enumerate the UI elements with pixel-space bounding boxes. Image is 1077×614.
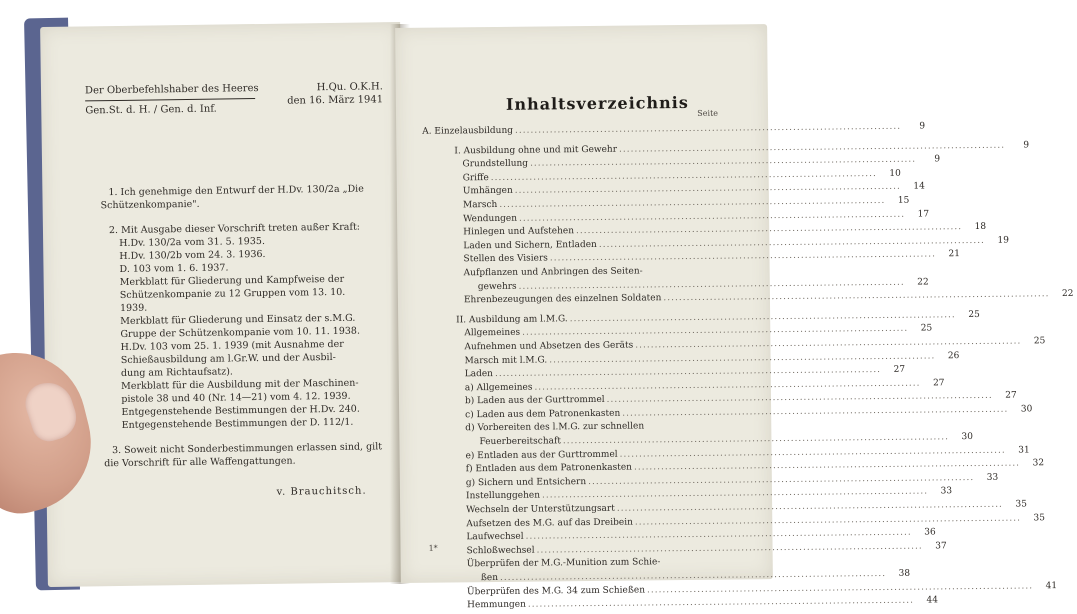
- body-line: H.Dv. 130/2a vom 31. 5. 1935.: [119, 235, 266, 249]
- body-line: Merkblatt für die Ausbildung mit der Maschinen-: [121, 377, 359, 392]
- toc-entry-page: 33: [940, 486, 953, 497]
- toc-entry-page: 31: [1018, 445, 1030, 456]
- header-subtitle: Gen.St. d. H. / Gen. d. Inf.: [85, 103, 217, 117]
- toc-leader-dots: [528, 595, 914, 613]
- toc-entry-page: 27: [932, 377, 945, 389]
- toc-entry-page: 25: [968, 309, 980, 320]
- body-line: H.Dv. 103 vom 25. 1. 1939 (mit Ausnahme der: [120, 338, 344, 353]
- left-page: [40, 22, 408, 587]
- toc-entry-page: 25: [920, 323, 933, 334]
- body-line: Merkblatt für Gliederung und Einsatz der s.M.G.: [120, 312, 356, 327]
- toc-entry: [427, 595, 938, 614]
- toc-entry-title: Umhängen: [462, 186, 513, 197]
- toc-leader-dots: [622, 403, 1008, 421]
- toc-entry-page: 9: [934, 154, 941, 165]
- toc-entry-title: e) Entladen aus der Gurttrommel: [465, 449, 618, 461]
- toc-entry-page: 14: [913, 181, 925, 192]
- toc-entry-title: Aufnehmen und Absetzen des Geräts: [464, 340, 634, 353]
- toc-leader-dots: [663, 288, 1049, 306]
- toc-entry-page: 35: [1015, 499, 1027, 510]
- toc-entry-title: Wendungen: [463, 213, 518, 224]
- toc-entry-page: 10: [889, 168, 901, 179]
- toc-entry-title: g) Sichern und Entsichern: [465, 476, 587, 489]
- toc-entry-title: c) Laden aus dem Patronenkasten: [465, 408, 621, 421]
- body-line: pistole 38 und 40 (Nr. 14—21) vom 4. 12. 1939.: [121, 390, 351, 405]
- toc-entry-title: Schloßwechsel: [466, 545, 535, 557]
- body-line: D. 103 vom 1. 6. 1937.: [119, 262, 229, 275]
- toc-entry-title: f) Entladen aus dem Patronenkasten: [465, 462, 633, 475]
- toc-entry-title: Grundstellung: [462, 158, 529, 170]
- body-line: Gruppe der Schützenkompanie vom 10. 11. 1938.: [120, 325, 361, 340]
- body-line: die Vorschrift für alle Waffengattungen.: [104, 455, 296, 470]
- toc-entry-title: Allgemeines: [464, 328, 521, 339]
- toc-entry-page: 37: [935, 541, 947, 552]
- toc-entry-title: Instellunggehen: [465, 490, 541, 502]
- headquarters-block: [287, 80, 383, 107]
- body-line: 3. Soweit nicht Sonderbestimmungen erlassen sind, gilt: [111, 441, 383, 457]
- body-line: Entgegenstehende Bestimmungen der D. 112/1.: [121, 416, 354, 431]
- toc-entry-title: a) Allgemeines: [464, 382, 533, 393]
- body-line: Merkblatt für Gliederung und Kampfweise der: [119, 273, 345, 288]
- toc-entry-title: Griffe: [462, 172, 489, 184]
- toc-entry-page: 30: [961, 432, 974, 443]
- header-rule: [85, 98, 255, 101]
- toc-entry-page: 15: [897, 195, 910, 206]
- toc-entry-page: 33: [986, 472, 999, 483]
- body-line: Schützenkompanie zu 12 Gruppen vom 13. 10.: [119, 286, 346, 301]
- toc-entry-page: 22: [1061, 289, 1074, 300]
- order-date: den 16. März 1941: [287, 94, 384, 107]
- signature: v. Brauchitsch.: [276, 485, 367, 498]
- toc-title: Inhaltsverzeichnis: [505, 92, 689, 114]
- toc-entry-title: Wechseln der Unterstützungsart: [466, 503, 615, 516]
- toc-entry-title: Marsch: [462, 199, 498, 211]
- table-of-contents: [422, 121, 1074, 614]
- page-signature-mark: 1*: [428, 543, 438, 553]
- right-page: [395, 24, 1074, 611]
- toc-entry-page: 18: [974, 221, 987, 233]
- toc-entry-page: 30: [1020, 404, 1033, 415]
- body-line: 2. Mit Ausgabe dieser Vorschrift treten außer Kraft:: [108, 221, 361, 237]
- toc-page-column-label: Seite: [697, 108, 719, 118]
- toc-entry-page: 25: [1033, 336, 1046, 347]
- header-title: Der Oberbefehlshaber des Heeres: [84, 83, 259, 97]
- toc-entry-title: Laden: [464, 369, 494, 380]
- toc-entry-title: ßen: [480, 572, 499, 584]
- toc-entry-page: 17: [917, 208, 930, 220]
- headquarters-label: H.Qu. O.K.H.: [316, 81, 383, 94]
- toc-entry-title: Laufwechsel: [466, 531, 524, 543]
- toc-entry-title: Laden und Sichern, Entladen: [463, 239, 597, 252]
- toc-leader-dots: [550, 249, 936, 267]
- toc-entry-title: A. Einzelausbildung: [422, 125, 514, 137]
- toc-entry-page: 35: [1033, 512, 1045, 523]
- toc-entry-title: Überprüfen des M.G. 34 zum Schießen: [466, 585, 646, 597]
- toc-entry-title: b) Laden aus der Gurttrommel: [464, 395, 605, 407]
- toc-entry-page: 9: [1023, 139, 1030, 151]
- toc-entry-title: Aufsetzen des M.G. auf das Dreibein: [466, 517, 633, 529]
- toc-entry-page: 9: [919, 121, 926, 132]
- toc-entry-title: II. Ausbildung am l.M.G.: [456, 313, 568, 326]
- toc-entry-title: Hinlegen und Aufstehen: [463, 226, 575, 238]
- toc-entry-title: Feuerbereitschaft: [479, 436, 561, 448]
- toc-entry-title: gewehrs: [477, 281, 517, 292]
- toc-entry-title: d) Vorbereiten des l.M.G. zur schnellen: [465, 421, 645, 434]
- toc-entry-title: I. Ausbildung ohne und mit Gewehr: [454, 144, 618, 156]
- order-header: [85, 82, 265, 118]
- order-body: [100, 182, 394, 470]
- toc-entry-page: 44: [926, 595, 938, 606]
- toc-entry-title: Ehrenbezeugungen des einzelnen Soldaten: [463, 293, 662, 306]
- toc-entry-page: 21: [948, 249, 961, 260]
- toc-entry-title: Überprüfen der M.G.-Munition zum Schie-: [466, 557, 661, 570]
- body-line: Schießausbildung am l.Gr.W. und der Ausbil-: [120, 351, 336, 366]
- toc-entry-page: 22: [917, 276, 929, 288]
- body-line: 1939.: [119, 302, 148, 314]
- toc-entry-title: Aufpflanzen und Anbringen des Seiten-: [463, 266, 643, 279]
- body-line: H.Dv. 130/2b vom 24. 3. 1936.: [119, 248, 266, 262]
- toc-entry-page: 26: [947, 350, 960, 361]
- toc-entry-page: 32: [1032, 458, 1045, 469]
- toc-entry-page: 27: [1005, 390, 1017, 401]
- body-line: Entgegenstehende Bestimmungen der H.Dv. 240.: [121, 403, 360, 418]
- toc-entry-title: Marsch mit l.M.G.: [464, 354, 548, 366]
- toc-leader-dots: [515, 121, 901, 139]
- toc-entry-page: 27: [893, 364, 906, 375]
- toc-entry-page: 41: [1045, 580, 1058, 591]
- toc-entry-title: Hemmungen: [467, 599, 526, 611]
- body-line: 1. Ich genehmige den Entwurf der H.Dv. 130/2a „Die: [108, 183, 364, 199]
- toc-entry-page: 19: [997, 235, 1009, 246]
- body-line: dung am Richtaufsatz).: [120, 366, 233, 379]
- body-line: Schützenkompanie".: [100, 198, 200, 212]
- toc-leader-dots: [537, 540, 923, 558]
- toc-entry-page: 38: [898, 568, 911, 579]
- toc-entry-page: 36: [924, 527, 936, 538]
- toc-entry-title: Stellen des Visiers: [463, 253, 548, 265]
